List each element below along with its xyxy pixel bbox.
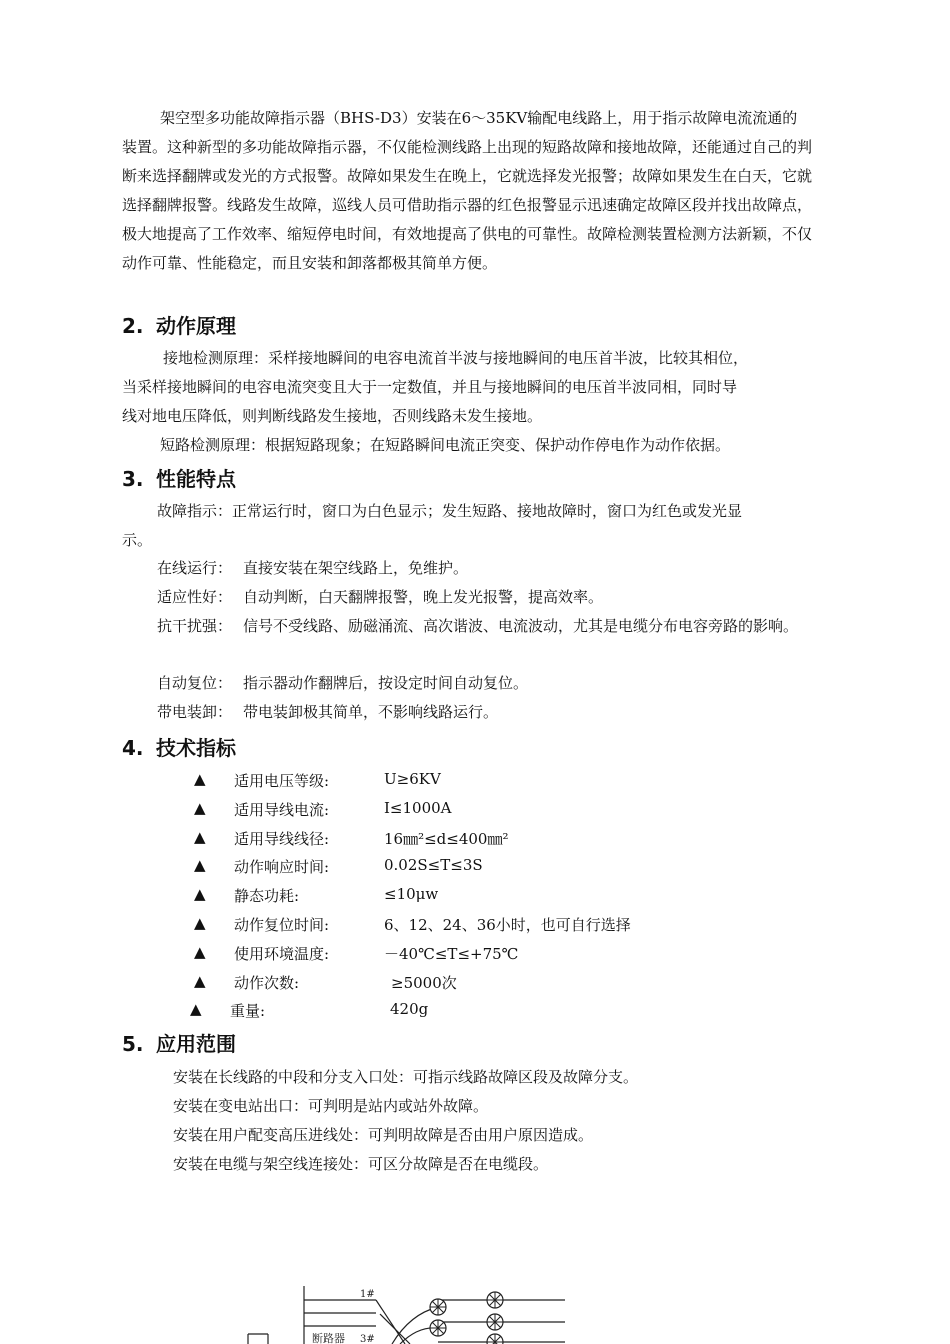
application-item: 安装在变电站出口：可判明是站内或站外故障。: [173, 1097, 489, 1115]
bullet-triangle-icon: ▲: [194, 942, 206, 961]
section-heading-4: [122, 732, 236, 761]
spec-label: 适用导线线径:: [234, 829, 330, 848]
section-title: 应用范围: [156, 1032, 236, 1056]
spec-label: 动作次数:: [234, 973, 300, 992]
bullet-triangle-icon: ▲: [194, 885, 206, 904]
spec-value: 6、12、24、36小时，也可自行选择: [384, 916, 631, 934]
spec-label: 使用环境温度:: [234, 944, 330, 963]
feature-text: 指示器动作翻牌后，按设定时间自动复位。: [243, 674, 529, 692]
section-heading-5: [122, 1028, 236, 1057]
bullet-triangle-icon: ▲: [194, 827, 206, 846]
diagram-breaker-label: 断路器: [312, 1332, 345, 1344]
spec-label: 重量:: [230, 1002, 266, 1021]
feature-label: 带电装卸：: [157, 703, 233, 721]
diagram-label-1: 1#: [360, 1289, 375, 1300]
spec-value: U≥6KV: [384, 770, 441, 788]
section-number: 4.: [122, 736, 144, 760]
bullet-triangle-icon: ▲: [194, 914, 206, 932]
spec-value: I≤1000A: [384, 798, 452, 817]
application-item: 安装在长线路的中段和分支入口处：可指示线路故障区段及故障分支。: [173, 1068, 639, 1086]
feature-text: 带电装卸极其简单，不影响线路运行。: [243, 703, 499, 721]
feature-text: 自动判断，白天翻牌报警，晚上发光报警，提高效率。: [243, 588, 604, 606]
spec-value: 0.02S≤T≤3S: [384, 856, 483, 875]
section-title: 技术指标: [156, 736, 236, 760]
spec-label: 动作响应时间:: [234, 858, 330, 877]
bullet-triangle-icon: ▲: [194, 856, 206, 875]
section-title: 动作原理: [156, 314, 236, 338]
application-item: 安装在电缆与架空线连接处：可区分故障是否在电缆段。: [173, 1155, 549, 1173]
spec-value: ≥5000次: [391, 973, 457, 992]
bullet-triangle-icon: ▲: [194, 798, 206, 817]
diagram-label-3: 3#: [360, 1334, 375, 1344]
spec-label: 适用导线电流:: [234, 800, 330, 819]
spec-value: 420g: [390, 1000, 429, 1019]
spec-label: 静态功耗:: [234, 887, 300, 906]
spec-label: 动作复位时间:: [234, 916, 330, 934]
section-number: 3.: [122, 467, 144, 491]
principle-text-line: 当采样接地瞬间的电容电流突变且大于一定数值，并且与接地瞬间的电压首半波同相，同时导: [122, 378, 738, 396]
bullet-triangle-icon: ▲: [194, 770, 206, 788]
short-circuit-principle: 短路检测原理：根据短路现象；在短路瞬间电流正突变、保护动作停电作为动作依据。: [160, 436, 731, 454]
feature-fault-line: 故障指示：正常运行时，窗口为白色显示；发生短路、接地故障时，窗口为红色或发光显: [157, 502, 743, 520]
spec-value: ≤10μw: [384, 885, 439, 904]
feature-label: 自动复位：: [157, 674, 233, 692]
section-heading-2: [122, 310, 236, 339]
bullet-triangle-icon: ▲: [194, 971, 206, 990]
section-number: 2.: [122, 314, 144, 338]
section-number: 5.: [122, 1032, 144, 1056]
feature-text: 直接安装在架空线路上，免维护。: [243, 559, 469, 577]
section-heading-3: [122, 463, 236, 492]
bullet-triangle-icon: ▲: [190, 1000, 202, 1019]
principle-text-line: 接地检测原理：采样接地瞬间的电容电流首半波与接地瞬间的电压首半波，比较其相位，: [163, 349, 749, 367]
feature-fault-line: 示。: [122, 531, 153, 549]
wiring-diagram: [0, 1270, 950, 1344]
spec-value: 16㎜²≤d≤400㎜²: [384, 829, 509, 848]
application-item: 安装在用户配变高压进线处：可判明故障是否由用户原因造成。: [173, 1126, 594, 1144]
section-title: 性能特点: [156, 467, 236, 491]
principle-text-line: 线对地电压降低，则判断线路发生接地，否则线路未发生接地。: [122, 407, 543, 425]
feature-label: 在线运行：: [157, 559, 233, 577]
spec-value: －40℃≤T≤+75℃: [384, 944, 519, 963]
feature-label: 抗干扰强：: [157, 617, 233, 635]
feature-label: 适应性好：: [157, 588, 233, 606]
intro-paragraph: 架空型多功能故障指示器（BHS-D3）安装在6～35KV输配电线路上，用于指示故障电流流通的装置。这种新型的多功能故障指示器，不仅能检测线路上出现的短路故障和接地故障，还能通过自己的判断来选择翻牌或发光的方式报警。故障如果发生在晚上，它就选择发光报警；故障如果发生在白天，它就选择翻牌报警。线路发生故障，巡线人员可借助指示器的红色报警显示迅速确定故障区段并找出故障点，极大地提高了工作效率、缩短停电时间，有效地提高了供电的可靠性。故障检测装置检测方法新颖，不仅动作可靠、性能稳定，而且安装和卸落都极其简单方便。: [122, 109, 813, 272]
feature-text: 信号不受线路、励磁涌流、高次谐波、电流波动，尤其是电缆分布电容旁路的影响。: [243, 617, 799, 635]
spec-label: 适用电压等级:: [234, 772, 330, 790]
